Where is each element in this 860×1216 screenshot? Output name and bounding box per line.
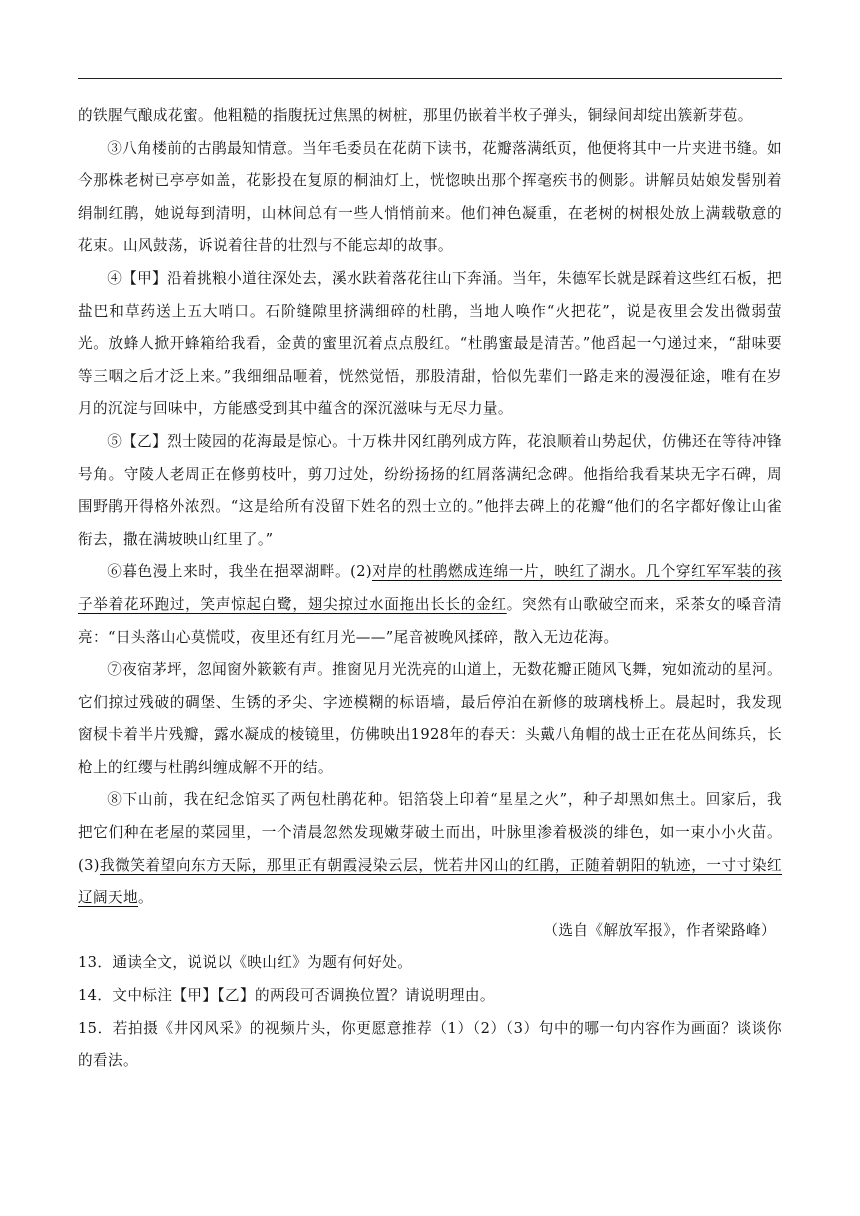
- underlined-sentence-3: 我微笑着望向东方天际，那里正有朝霞浸染云层，恍若井冈山的红鹃，正随着朝阳的轨迹，一寸寸染红辽阔天地: [78, 856, 782, 907]
- question-14: 14．文中标注【甲】【乙】的两段可否调换位置？请说明理由。: [78, 987, 495, 1005]
- paragraph-8: [78, 784, 782, 914]
- paragraph-6-text-end: 。突然有山歌破空而来，采茶女的嗓音清亮：“日头落山心莫慌哎，夜里还有红月光——”尾音被晚风揉碎，散入无边花海。: [78, 595, 783, 646]
- paragraph-continued: 的铁腥气酿成花蜜。他粗糙的指腹抚过焦黑的树桩，那里仍嵌着半枚子弹头，铜绿间却绽出簇新芽苞。: [78, 107, 753, 124]
- paragraph-4-jia: ④【甲】沿着挑粮小道往深处去，溪水趺着落花往山下奔涌。当年，朱德军长就是踩着这些红石板，把盐巴和草药送上五大哨口。石阶缝隙里挤满细碎的杜鹃，当地人唤作“火把花”，说是夜里会发出微弱萤光。放蜂人掀开蜂箱给我看，金黄的蜜里沉着点点殷红。“杜鹃蜜最是清苦。”他舀起一勺递过来，“甜味要等三咽之后才泛上来。”我细细品咂着，恍然觉悟，那股清甜，恰似先辈们一路走来的漫漫征途，唯有在岁月的沉淀与回味中，方能感受到其中蕴含的深沉滋味与无尽力量。: [78, 269, 782, 418]
- paragraph-7: ⑦夜宿茅坪，忽闻窗外簌簌有声。推窗见月光洗亮的山道上，无数花瓣正随风飞舞，宛如流动的星河。它们掠过残破的碉堡、生锈的矛尖、字迹模糊的标语墙，最后停泊在新修的玻璃栈桥上。晨起时，我发现窗棂卡着半片残瓣，露水凝成的棱镜里，仿佛映出1928年的春天：头戴八角帽的战士正在花丛间练兵，长枪上的红缨与杜鹃纠缠成解不开的结。: [78, 661, 782, 776]
- question-13: 13．通读全文，说说以《映山红》为题有何好处。: [78, 954, 413, 972]
- paragraph-3: ③八角楼前的古鹃最知情意。当年毛委员在花荫下读书，花瓣落满纸页，他便将其中一片夹进书缝。如今那株老树已亭亭如盖，花影投在复原的桐油灯上，恍惚映出那个挥毫疾书的侧影。讲解员姑娘发髻别着绢制红鹃，她说每到清明，山林间总有一些人悄悄前来。他们神色凝重，在老树的树根处放上满载敬意的花束。山风鼓荡，诉说着往昔的壮烈与不能忘却的故事。: [78, 139, 782, 255]
- article-body: [78, 100, 782, 1078]
- underlined-sentence-2: 对岸的杜鹃燃成连绵一片，映红了湖水。几个穿红军军装的孩子举着花环跑过，笑声惊起白鹭，翅尖掠过水面拖出长长的金红: [78, 563, 782, 613]
- header-divider: [78, 78, 782, 79]
- paragraph-8-text-end: 。: [137, 889, 153, 907]
- question-15: 15．若拍摄《井冈风采》的视频片头，你更愿意推荐（1）（2）（3）句中的哪一句内容作为画面？谈谈你的看法。: [78, 1019, 782, 1070]
- paragraph-6-text-start: ⑥暮色漫上来时，我坐在挹翠湖畔。(2): [107, 563, 373, 581]
- paragraph-6: [78, 556, 782, 654]
- paragraph-8-text-start: ⑧下山前，我在纪念馆买了两包杜鹃花种。铝箔袋上印着“星星之火”，种子却黑如焦土。回家后，我把它们种在老屋的菜园里，一个清晨忽然发现嫩芽破土而出，叶脉里渗着极淡的绯色，如一束小小火苗。(3): [78, 791, 782, 874]
- article-source: （选自《解放军报》，作者梁路峰）: [543, 921, 776, 939]
- paragraph-5-yi: ⑤【乙】烈士陵园的花海最是惊心。十万株井冈红鹃列成方阵，花浪顺着山势起伏，仿佛还在等待冲锋号角。守陵人老周正在修剪枝叶，剪刀过处，纷纷扬扬的红屑落满纪念碑。他指给我看某块无字石碑，周围野鹃开得格外浓烈。“这是给所有没留下姓名的烈士立的。”他拌去碑上的花瓣“他们的名字都好像让山雀衔去，撒在满坡映山红里了。”: [78, 432, 782, 548]
